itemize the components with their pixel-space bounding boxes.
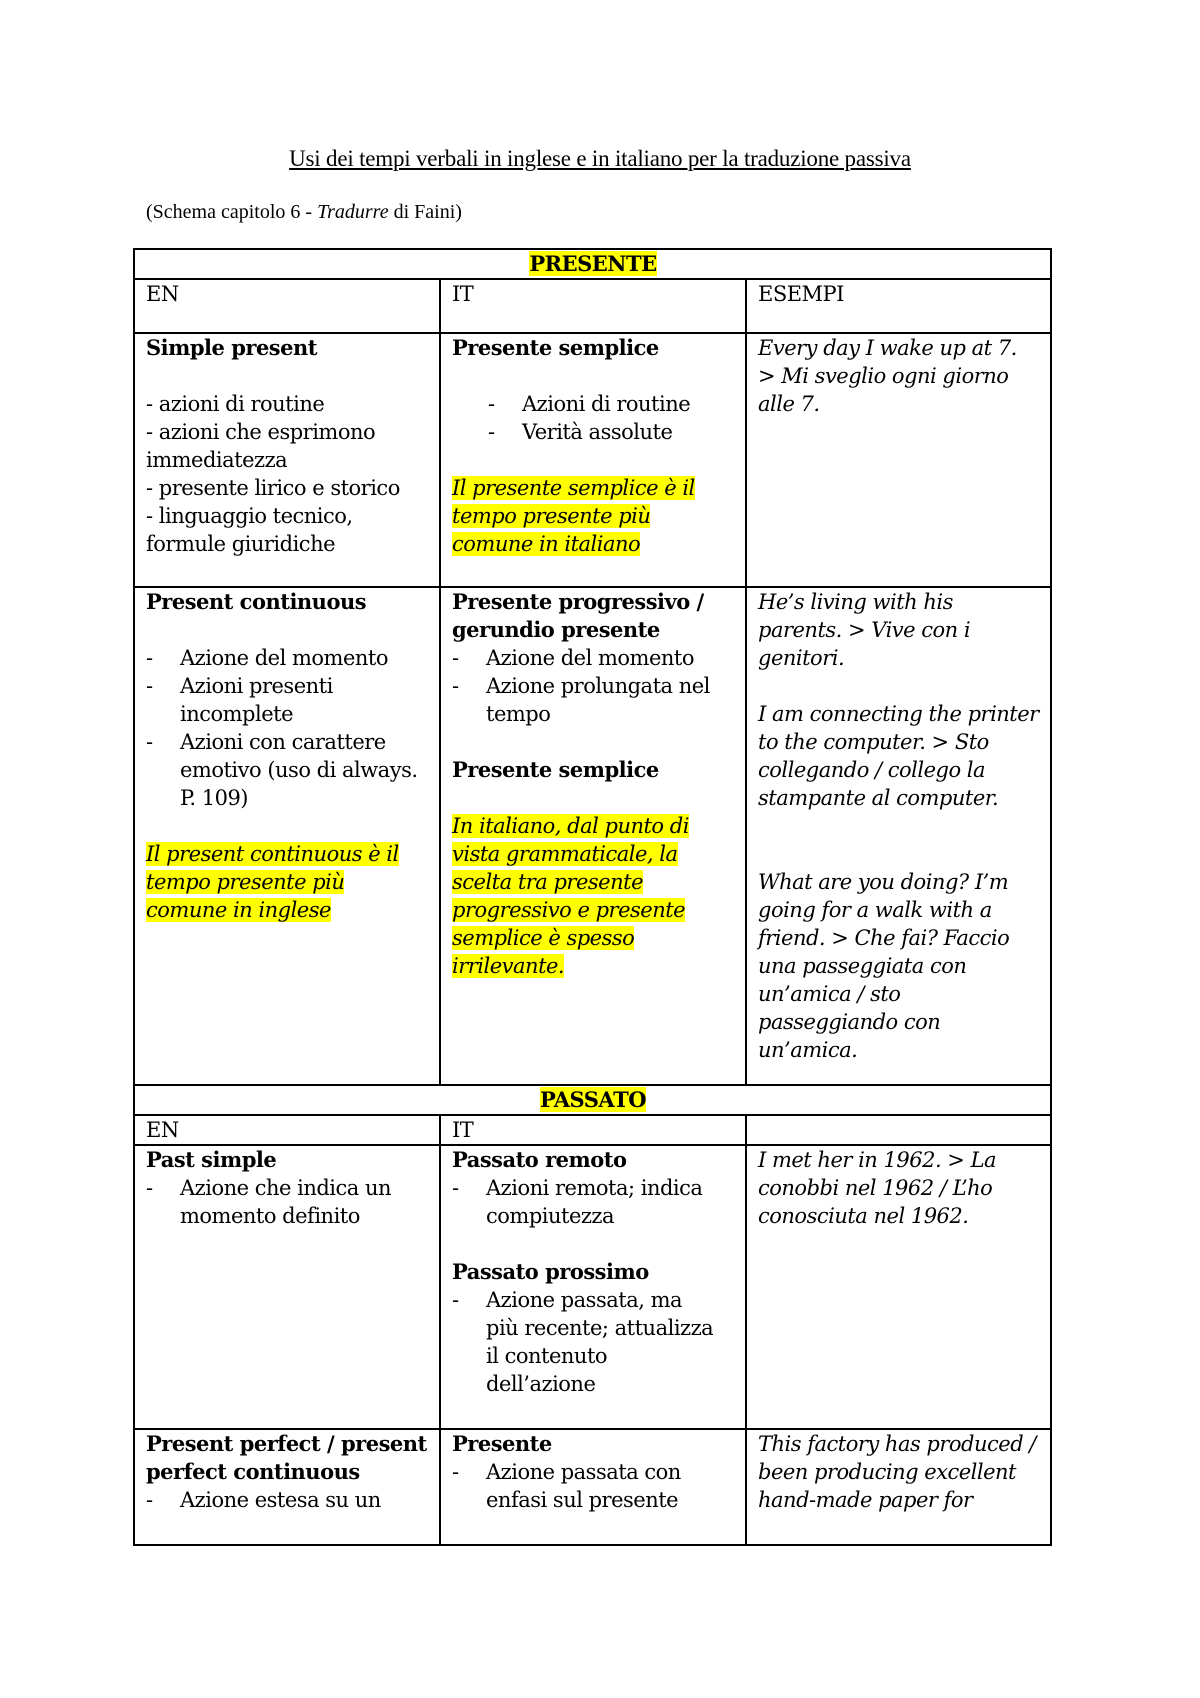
list-item: - Azioni presenti incomplete — [146, 672, 429, 728]
section-label-presente: PRESENTE — [529, 251, 657, 276]
table-row-past-simple — [134, 1145, 1051, 1429]
cell-it — [440, 1429, 746, 1545]
note-text: Il present continuous è il tempo presente più comune in inglese — [146, 842, 399, 922]
note-text: In italiano, dal punto di vista grammaticale, la scelta tra presente progressivo e presente semplice è spesso irrilevante. — [452, 814, 689, 978]
cell-examples — [746, 587, 1051, 1085]
section-row-passato — [134, 1085, 1051, 1115]
tense-title: Presente progressivo / gerundio presente — [452, 589, 704, 642]
cell-examples — [746, 1145, 1051, 1429]
tense-title: Passato remoto — [452, 1147, 627, 1172]
usage-list — [452, 1458, 735, 1514]
note-text: Il presente semplice è il tempo presente più comune in italiano — [452, 476, 695, 556]
list-item: - Azione che indica un momento definito — [146, 1174, 429, 1230]
column-header-esempi: ESEMPI — [746, 279, 1051, 333]
cell-examples — [746, 333, 1051, 587]
tense-title: Presente semplice — [452, 335, 659, 360]
subtitle-prefix: (Schema capitolo 6 - — [146, 201, 318, 223]
usage-list — [452, 390, 735, 446]
tense-schema-table — [133, 248, 1052, 1546]
section-header-presente — [134, 249, 1051, 279]
column-header-row-presente — [134, 279, 1051, 333]
example: Every day I wake up at 7. > Mi sveglio ogni giorno alle 7. — [758, 336, 1017, 416]
document-subtitle — [146, 201, 462, 224]
list-item: - presente lirico e storico — [146, 476, 400, 500]
usage-list — [146, 644, 429, 812]
cell-en — [134, 587, 440, 1085]
column-header-esempi — [746, 1115, 1051, 1145]
cell-en — [134, 333, 440, 587]
list-item: - Azione prolungata nel tempo — [452, 672, 735, 728]
example: This factory has produced / been producing excellent hand-made paper for — [758, 1432, 1036, 1512]
usage-list — [452, 1286, 735, 1398]
cell-it — [440, 587, 746, 1085]
tense-title: Passato prossimo — [452, 1259, 649, 1284]
usage-list — [146, 1486, 429, 1514]
table-row-simple-present — [134, 333, 1051, 587]
tense-title: Presente — [452, 1431, 552, 1456]
list-item: - azioni di routine — [146, 392, 325, 416]
column-header-row-passato — [134, 1115, 1051, 1145]
usage-list — [452, 1174, 735, 1230]
table-row-present-perfect — [134, 1429, 1051, 1545]
usage-list — [146, 1174, 429, 1230]
list-item: - Azioni con carattere emotivo (uso di always. P. 109) — [146, 728, 429, 812]
section-header-passato — [134, 1085, 1051, 1115]
list-item: - Azione passata con enfasi sul presente — [452, 1458, 735, 1514]
document-title: Usi dei tempi verbali in inglese e in italiano per la traduzione passiva — [289, 146, 911, 171]
subtitle-suffix: di Faini) — [388, 201, 462, 223]
highlighted-note — [452, 474, 735, 558]
cell-it — [440, 333, 746, 587]
cell-en — [134, 1145, 440, 1429]
example: He’s living with his parents. > Vive con i genitori. — [758, 590, 971, 670]
tense-title: Present continuous — [146, 589, 367, 614]
column-header-it: IT — [440, 1115, 746, 1145]
subtitle-book-title: Tradurre — [317, 201, 389, 223]
section-label-passato: PASSATO — [540, 1087, 646, 1112]
tense-title: Simple present — [146, 335, 317, 360]
list-item: - Azione passata, ma più recente; attualizza il contenuto dell’azione — [452, 1286, 735, 1398]
column-header-en: EN — [134, 1115, 440, 1145]
list-item: - linguaggio tecnico, formule giuridiche — [146, 504, 353, 556]
list-item: - Azione estesa su un — [146, 1486, 429, 1514]
list-item: - Azioni di routine — [452, 390, 735, 418]
list-item: - Azione del momento — [452, 644, 735, 672]
list-item: - Azioni remota; indica compiutezza — [452, 1174, 735, 1230]
tense-title: Past simple — [146, 1147, 277, 1172]
column-header-it: IT — [440, 279, 746, 333]
example: I am connecting the printer to the computer. > Sto collegando / collego la stampante al computer. — [758, 702, 1039, 810]
section-row-presente — [134, 249, 1051, 279]
highlighted-note — [452, 812, 735, 980]
cell-en — [134, 1429, 440, 1545]
column-header-en: EN — [134, 279, 440, 333]
list-item: - Verità assolute — [452, 418, 735, 446]
list-item: - Azione del momento — [146, 644, 429, 672]
cell-it — [440, 1145, 746, 1429]
list-item: - azioni che esprimono immediatezza — [146, 420, 376, 472]
tense-title: Presente semplice — [452, 757, 659, 782]
highlighted-note — [146, 840, 429, 924]
table-row-present-continuous — [134, 587, 1051, 1085]
usage-list — [452, 644, 735, 728]
cell-examples — [746, 1429, 1051, 1545]
tense-title: Present perfect / present perfect continuous — [146, 1431, 427, 1484]
example: What are you doing? I’m going for a walk with a friend. > Che fai? Faccio una passeggiata con un’amica / sto passeggiando con un’amica. — [758, 870, 1010, 1062]
example: I met her in 1962. > La conobbi nel 1962 / L’ho conosciuta nel 1962. — [758, 1148, 997, 1228]
